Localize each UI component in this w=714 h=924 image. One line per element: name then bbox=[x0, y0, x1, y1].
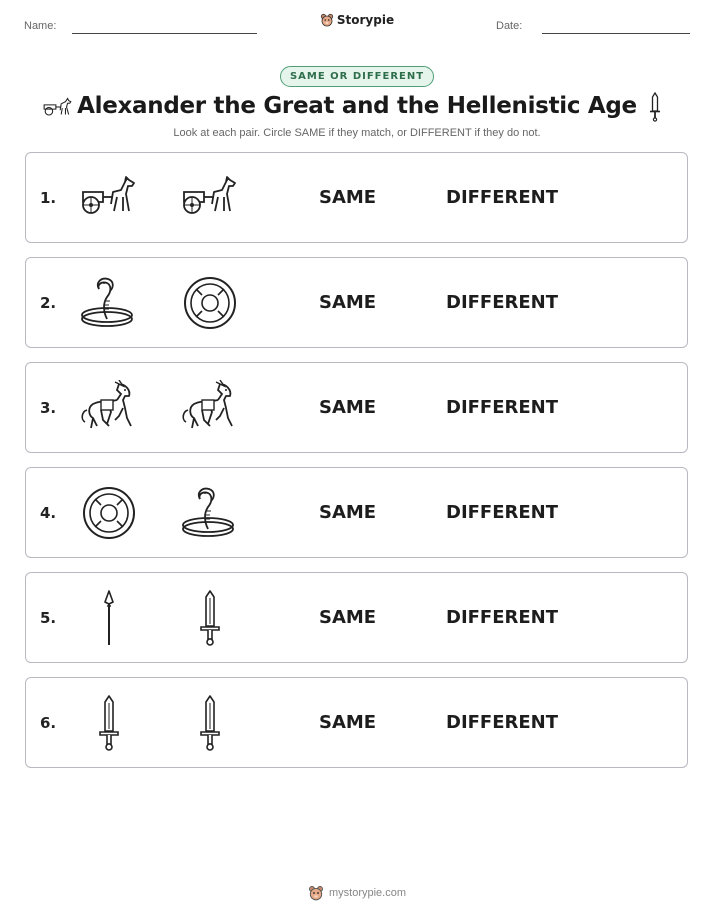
name-label: Name: bbox=[24, 20, 57, 32]
question-number: 3. bbox=[40, 399, 57, 417]
question-number: 2. bbox=[40, 294, 57, 312]
date-line[interactable] bbox=[542, 33, 690, 34]
same-option[interactable]: SAME bbox=[319, 187, 377, 208]
shield-icon bbox=[79, 485, 139, 541]
spear-icon bbox=[79, 590, 139, 646]
footer bbox=[0, 885, 714, 901]
page-title: Alexander the Great and the Hellenistic Age bbox=[77, 93, 637, 119]
question-row bbox=[25, 572, 688, 663]
war-horse-icon bbox=[180, 380, 240, 436]
sword-icon bbox=[79, 695, 139, 751]
sword-icon bbox=[649, 92, 661, 127]
sword-icon bbox=[180, 590, 240, 646]
same-option[interactable]: SAME bbox=[319, 607, 377, 628]
same-option[interactable]: SAME bbox=[319, 502, 377, 523]
date-label: Date: bbox=[496, 20, 523, 32]
footer-site: mystorypie.com bbox=[328, 887, 407, 899]
cobra-icon bbox=[79, 275, 139, 331]
question-row bbox=[25, 257, 688, 348]
instructions: Look at each pair. Circle SAME if they match, or DIFFERENT if they do not. bbox=[173, 127, 541, 139]
different-option[interactable]: DIFFERENT bbox=[446, 292, 559, 313]
shield-icon bbox=[180, 275, 240, 331]
different-option[interactable]: DIFFERENT bbox=[446, 502, 559, 523]
chariot-icon bbox=[180, 170, 240, 226]
worksheet-type-badge: SAME OR DIFFERENT bbox=[280, 66, 434, 87]
same-option[interactable]: SAME bbox=[319, 292, 377, 313]
different-option[interactable]: DIFFERENT bbox=[446, 712, 559, 733]
same-option[interactable]: SAME bbox=[319, 712, 377, 733]
question-number: 5. bbox=[40, 609, 57, 627]
question-row bbox=[25, 467, 688, 558]
different-option[interactable]: DIFFERENT bbox=[446, 187, 559, 208]
bear-icon bbox=[320, 13, 334, 27]
question-row bbox=[25, 677, 688, 768]
different-option[interactable]: DIFFERENT bbox=[446, 397, 559, 418]
question-row bbox=[25, 362, 688, 453]
question-number: 4. bbox=[40, 504, 57, 522]
question-number: 1. bbox=[40, 189, 57, 207]
brand-name: Storypie bbox=[336, 13, 395, 27]
same-option[interactable]: SAME bbox=[319, 397, 377, 418]
brand-logo bbox=[0, 13, 714, 27]
question-number: 6. bbox=[40, 714, 57, 732]
different-option[interactable]: DIFFERENT bbox=[446, 607, 559, 628]
cobra-icon bbox=[180, 485, 240, 541]
war-horse-icon bbox=[79, 380, 139, 436]
chariot-icon bbox=[79, 170, 139, 226]
bear-icon bbox=[308, 885, 324, 901]
sword-icon bbox=[180, 695, 240, 751]
name-line[interactable] bbox=[72, 33, 257, 34]
question-row bbox=[25, 152, 688, 243]
